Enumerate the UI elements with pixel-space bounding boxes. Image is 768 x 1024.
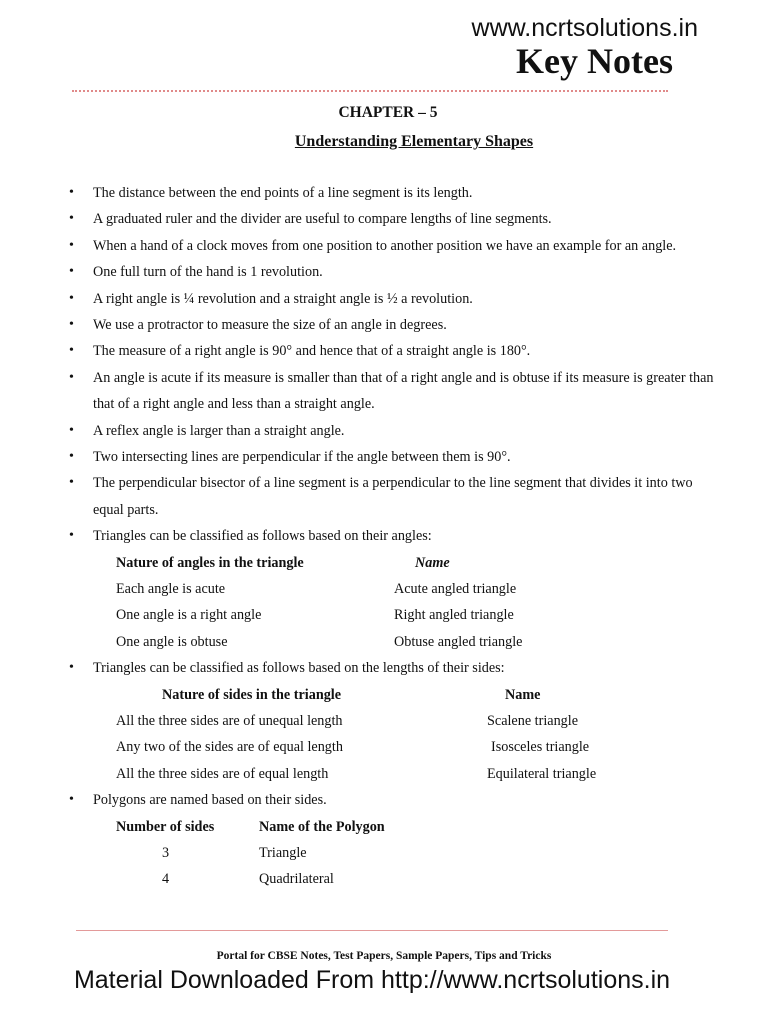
- bullet-item: • A reflex angle is larger than a straight angle.: [66, 418, 716, 444]
- top-divider: [72, 90, 668, 92]
- table-cell: Each angle is acute: [116, 581, 226, 598]
- notes-content: [66, 180, 716, 893]
- table-header-row: [66, 682, 716, 708]
- table-cell: 4: [162, 871, 170, 888]
- bullet-item: • Triangles can be classified as follows based on their angles:: [66, 523, 716, 549]
- chapter-heading: CHAPTER – 5: [338, 104, 438, 121]
- table-row: [66, 734, 716, 760]
- table-row: [66, 602, 716, 628]
- table-header-cell: Name: [415, 554, 450, 571]
- bullet-item: • Polygons are named based on their sides.: [66, 787, 716, 813]
- table-cell: Any two of the sides are of equal length: [116, 739, 343, 756]
- table-cell: One angle is a right angle: [116, 607, 262, 624]
- angles-table: [66, 550, 716, 656]
- bullet-item: • The distance between the end points of a line segment is its length.: [66, 180, 716, 206]
- table-cell: Right angled triangle: [394, 607, 514, 624]
- bullet-item: • Two intersecting lines are perpendicular if the angle between them is 90°.: [66, 444, 716, 470]
- table-header-cell: Name: [505, 686, 541, 703]
- table-header-cell: Nature of angles in the triangle: [116, 554, 304, 571]
- bullet-item: • When a hand of a clock moves from one position to another position we have an example for an angle.: [66, 233, 716, 259]
- table-cell: One angle is obtuse: [116, 633, 228, 650]
- bullet-item: • One full turn of the hand is 1 revolution.: [66, 259, 716, 285]
- table-cell: Equilateral triangle: [487, 765, 597, 782]
- key-notes-heading: Key Notes: [516, 41, 673, 81]
- table-header-row: [66, 550, 716, 576]
- table-header-cell: Nature of sides in the triangle: [162, 686, 342, 703]
- table-cell: 3: [162, 845, 170, 862]
- bullet-item: • The perpendicular bisector of a line segment is a perpendicular to the line segment that divides it into two equal parts.: [66, 470, 716, 523]
- table-row: [66, 761, 716, 787]
- table-cell: All the three sides are of unequal length: [116, 713, 343, 730]
- table-cell: Acute angled triangle: [394, 581, 517, 598]
- table-row: [66, 866, 716, 892]
- table-header-row: [66, 814, 716, 840]
- table-cell: Obtuse angled triangle: [394, 633, 523, 650]
- bullet-item: • An angle is acute if its measure is smaller than that of a right angle and is obtuse if its measure is greater than that of a right angle and less than a straight angle.: [66, 365, 716, 418]
- table-row: [66, 629, 716, 655]
- table-header-cell: Name of the Polygon: [259, 818, 385, 835]
- bullet-item: • A right angle is ¼ revolution and a straight angle is ½ a revolution.: [66, 286, 716, 312]
- table-cell: All the three sides are of equal length: [116, 765, 329, 782]
- bullet-item: • Triangles can be classified as follows based on the lengths of their sides:: [66, 655, 716, 681]
- bullet-item: • We use a protractor to measure the size of an angle in degrees.: [66, 312, 716, 338]
- portal-tagline: Portal for CBSE Notes, Test Papers, Sample Papers, Tips and Tricks: [216, 950, 552, 962]
- table-cell: Isosceles triangle: [491, 739, 590, 756]
- sides-table: [66, 682, 716, 788]
- site-url[interactable]: www.ncrtsolutions.in: [471, 14, 698, 42]
- bullet-item: • A graduated ruler and the divider are useful to compare lengths of line segments.: [66, 206, 716, 232]
- table-cell: Scalene triangle: [487, 713, 578, 730]
- table-row: [66, 576, 716, 602]
- table-cell: Quadrilateral: [259, 871, 334, 888]
- table-cell: Triangle: [259, 845, 307, 862]
- table-header-cell: Number of sides: [116, 818, 215, 835]
- download-footer[interactable]: Material Downloaded From http://www.ncrtsolutions.in: [73, 966, 671, 994]
- bottom-divider: [76, 930, 668, 931]
- bullet-item: • The measure of a right angle is 90° and hence that of a straight angle is 180°.: [66, 338, 716, 364]
- page-title: Understanding Elementary Shapes: [294, 133, 534, 150]
- table-row: [66, 708, 716, 734]
- table-row: [66, 840, 716, 866]
- polygons-table: [66, 814, 716, 893]
